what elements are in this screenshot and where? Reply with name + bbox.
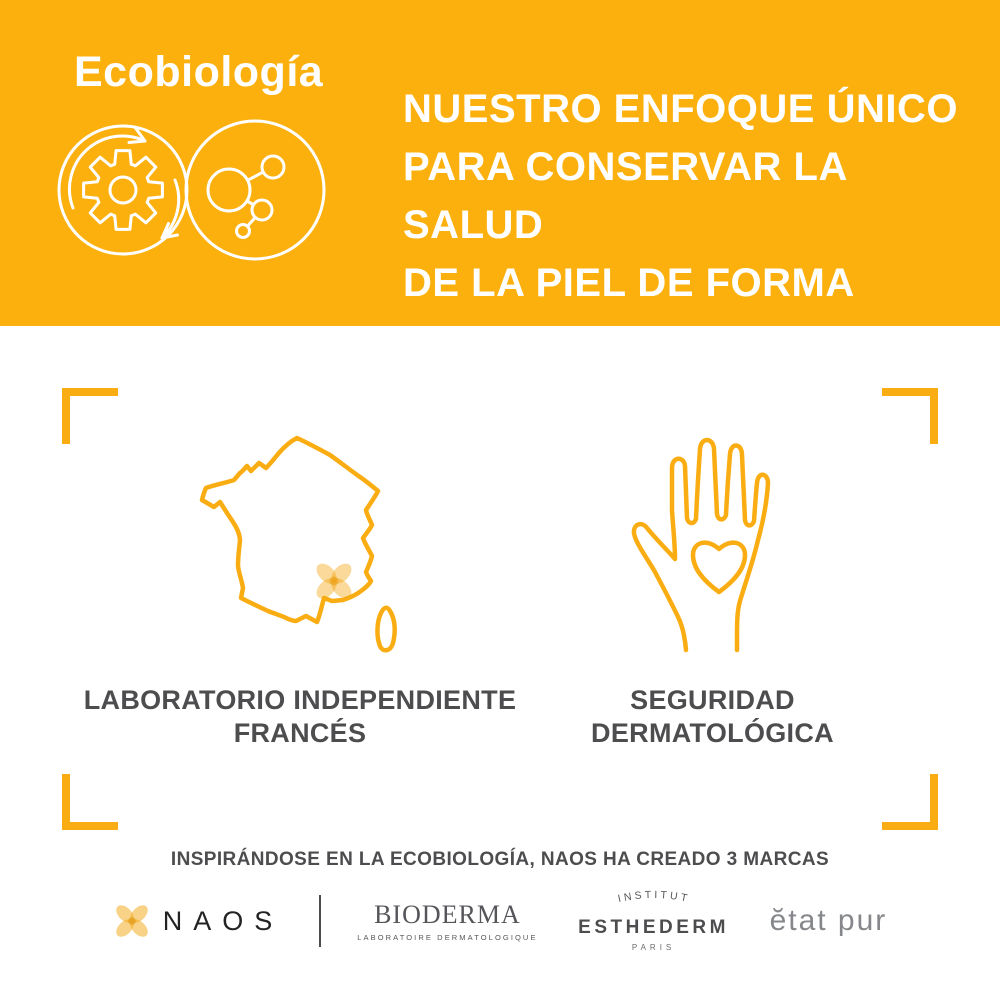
esthederm-arch-text: [579, 890, 729, 914]
headline-line: PARA CONSERVAR LA SALUD: [403, 145, 847, 247]
headline-line: DE LA PIEL DE FORMA: [403, 261, 855, 305]
logo-divider: [319, 895, 321, 947]
banner: [0, 0, 1000, 363]
bioderma-logo: [357, 900, 537, 942]
tagline: INSPIRÁNDOSE EN LA ECOBIOLOGÍA, NAOS HA CREADO 3 MARCAS: [170, 849, 830, 870]
svg-text:INSTITUT: INSTITUT: [616, 890, 691, 906]
cycle-gear-molecule-icon: [52, 110, 332, 272]
esthederm-logo: [574, 890, 734, 952]
headline-line: NUESTRO ENFOQUE ÚNICO: [403, 87, 958, 131]
naos-flower-icon: [113, 902, 151, 940]
banner-headline: [403, 80, 978, 370]
frame-corner-bottom-right: [882, 774, 938, 830]
headline-line: DURADERA: [403, 319, 636, 363]
feature-label-laboratory: LABORATORIO INDEPENDIENTE FRANCÉS: [83, 685, 517, 748]
location-flower-marker: [313, 560, 355, 602]
naos-logo-text: NAOS: [162, 905, 284, 936]
france-map-icon: [195, 430, 405, 665]
feature-label-safety: SEGURIDAD DERMATOLÓGICA: [591, 685, 834, 748]
france-outline: [202, 438, 378, 622]
cycle-arrow-bottom: [162, 180, 179, 238]
bioderma-logo-subtitle: LABORATOIRE DERMATOLOGIQUE: [357, 933, 538, 942]
banner-title: Ecobiología: [74, 48, 324, 96]
corsica-outline: [377, 608, 394, 650]
gear-icon: [69, 128, 178, 238]
etat-pur-logo: ĕtat pur: [769, 904, 888, 937]
hand-heart-icon: [625, 432, 775, 658]
esthederm-logo-subtitle: PARIS: [631, 943, 676, 952]
cycle-circle: [59, 126, 187, 254]
esthederm-logo-text: ESTHEDERM: [578, 917, 729, 938]
frame-corner-top-right: [882, 388, 938, 444]
heart-icon: [693, 543, 745, 592]
brand-logos-row: [0, 890, 1000, 952]
frame-corner-top-left: [62, 388, 118, 444]
bioderma-logo-text: BIODERMA: [374, 900, 521, 929]
frame-corner-bottom-left: [62, 774, 118, 830]
naos-logo: [113, 902, 284, 940]
molecule-icon: [208, 156, 284, 238]
